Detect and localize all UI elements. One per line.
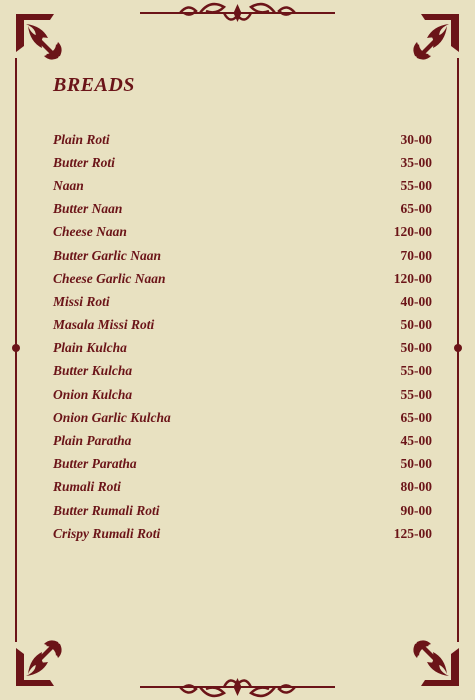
item-price: 55-00 xyxy=(400,386,432,402)
menu-item xyxy=(53,383,433,406)
menu-item xyxy=(53,290,433,313)
item-name: Butter Rumali Roti xyxy=(53,502,160,518)
menu-item xyxy=(53,429,433,452)
item-name: Missi Roti xyxy=(53,293,110,309)
scroll-flourish-icon xyxy=(140,4,335,22)
scroll-flourish-icon xyxy=(140,678,335,696)
item-price: 55-00 xyxy=(400,363,432,379)
item-price: 35-00 xyxy=(400,154,432,170)
menu-item xyxy=(53,221,433,244)
item-price: 40-00 xyxy=(400,293,432,309)
item-price: 80-00 xyxy=(400,479,432,495)
item-name: Plain Kulcha xyxy=(53,340,127,356)
item-name: Butter Naan xyxy=(53,201,123,217)
menu-item xyxy=(53,337,433,360)
item-price: 125-00 xyxy=(393,525,432,541)
item-name: Onion Garlic Kulcha xyxy=(53,409,171,425)
menu-list xyxy=(53,128,433,545)
item-price: 120-00 xyxy=(393,224,432,240)
item-price: 65-00 xyxy=(400,201,432,217)
item-name: Masala Missi Roti xyxy=(53,317,155,333)
item-name: Plain Roti xyxy=(53,131,110,147)
item-price: 70-00 xyxy=(400,247,432,263)
item-name: Onion Kulcha xyxy=(53,386,133,402)
menu-item xyxy=(53,244,433,267)
fleur-de-lis-corner-icon xyxy=(413,14,459,60)
menu-item xyxy=(53,198,433,221)
menu-item xyxy=(53,453,433,476)
item-price: 50-00 xyxy=(400,456,432,472)
item-name: Butter Roti xyxy=(53,154,115,170)
menu-item xyxy=(53,151,433,174)
item-price: 65-00 xyxy=(400,409,432,425)
menu-item xyxy=(53,522,433,545)
item-name: Butter Paratha xyxy=(53,456,137,472)
item-price: 30-00 xyxy=(400,131,432,147)
item-price: 50-00 xyxy=(400,340,432,356)
fleur-de-lis-corner-icon xyxy=(16,14,62,60)
menu-item xyxy=(53,499,433,522)
menu-item xyxy=(53,476,433,499)
item-name: Plain Paratha xyxy=(53,433,132,449)
border-dot-icon xyxy=(454,344,462,352)
menu-item xyxy=(53,128,433,151)
menu-item xyxy=(53,174,433,197)
item-name: Cheese Naan xyxy=(53,224,127,240)
border-dot-icon xyxy=(12,344,20,352)
item-name: Butter Kulcha xyxy=(53,363,133,379)
menu-item xyxy=(53,314,433,337)
menu-item xyxy=(53,406,433,429)
item-price: 50-00 xyxy=(400,317,432,333)
item-price: 120-00 xyxy=(393,270,432,286)
fleur-de-lis-corner-icon xyxy=(413,640,459,686)
item-name: Rumali Roti xyxy=(53,479,121,495)
menu-item xyxy=(53,267,433,290)
item-price: 55-00 xyxy=(400,177,432,193)
section-title: BREADS xyxy=(53,74,135,96)
menu-item xyxy=(53,360,433,383)
item-name: Naan xyxy=(53,177,84,193)
fleur-de-lis-corner-icon xyxy=(16,640,62,686)
item-name: Crispy Rumali Roti xyxy=(53,525,161,541)
item-name: Cheese Garlic Naan xyxy=(53,270,166,286)
item-name: Butter Garlic Naan xyxy=(53,247,162,263)
item-price: 45-00 xyxy=(400,433,432,449)
item-price: 90-00 xyxy=(400,502,432,518)
